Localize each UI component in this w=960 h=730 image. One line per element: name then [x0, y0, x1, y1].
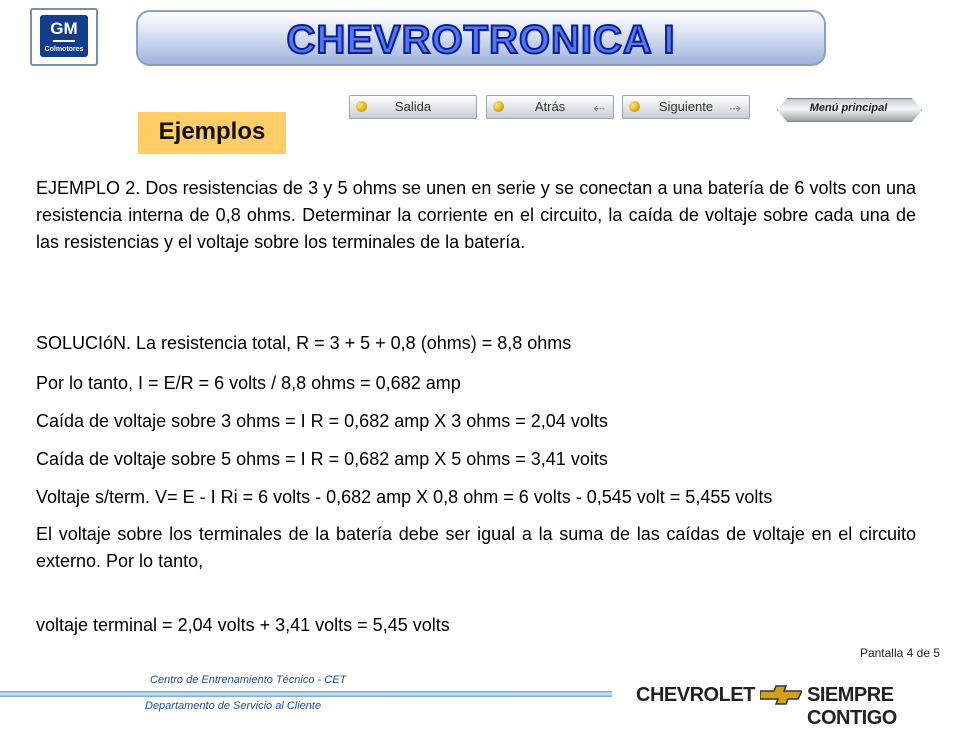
footer-divider — [0, 691, 612, 697]
footer-department: Departamento de Servicio al Cliente — [145, 700, 322, 712]
brand-left: CHEVROLET — [636, 684, 755, 706]
solution-terminal-voltage: Voltaje s/term. V= E - I Ri = 6 volts - 0,682 amp X 0,8 ohm = 6 volts - 0,545 volt = 5,455 volts — [36, 487, 773, 507]
solution-total-resistance: SOLUCIóN. La resistencia total, R = 3 + 5 + 0,8 (ohms) = 8,8 ohms — [36, 333, 572, 353]
chevrolet-logo — [636, 680, 948, 729]
solution-explanation: El voltaje sobre los terminales de la batería debe ser igual a la suma de las caídas de voltaje en el circuito externo. Por lo tanto, — [36, 524, 916, 571]
brand-right: SIEMPRE CONTIGO — [807, 684, 897, 729]
footer-cet: Centro de Entrenamiento Técnico - CET — [150, 674, 347, 686]
gm-logo-subtitle: Colmotores — [44, 46, 84, 53]
bowtie-icon — [760, 685, 802, 705]
menu-principal-button[interactable] — [777, 94, 920, 127]
solution-drop-5-ohms: Caída de voltaje sobre 5 ohms = I R = 0,682 amp X 5 ohms = 3,41 voits — [36, 449, 608, 469]
gm-logo — [30, 8, 98, 66]
section-title: Ejemplos — [138, 112, 286, 154]
screen-counter: Pantalla 4 de 5 — [859, 646, 940, 660]
salida-button[interactable] — [349, 95, 477, 119]
atras-label: Atrás — [534, 99, 566, 114]
solution-current: Por lo tanto, I = E/R = 6 volts / 8,8 ohms = 0,682 amp — [36, 373, 461, 393]
menu-principal-label: Menú principal — [809, 102, 888, 114]
page-title: CHEVROTRONICA I — [286, 18, 676, 62]
siguiente-button[interactable] — [622, 95, 750, 119]
solution-drop-3-ohms: Caída de voltaje sobre 3 ohms = I R = 0,682 amp X 3 ohms = 2,04 volts — [36, 411, 608, 431]
salida-label: Salida — [394, 99, 432, 114]
gm-logo-badge — [40, 15, 88, 57]
example-statement: EJEMPLO 2. Dos resistencias de 3 y 5 ohms se unen en serie y se conectan a una batería de 6 volts con una resistencia interna de 0,8 ohms. Determinar la corriente en el circuito, la caída de voltaje sobre cada una de las resistencias y el voltaje sobre los terminales de la batería. — [36, 178, 916, 252]
title-banner — [136, 10, 826, 66]
siguiente-label: Siguiente — [658, 99, 714, 114]
gm-logo-letters: GM — [50, 19, 78, 38]
arrow-right-icon: ⇢ — [729, 100, 741, 116]
arrow-left-icon: ⇠ — [593, 100, 605, 116]
gm-logo-underline — [53, 40, 75, 42]
solution-final: voltaje terminal = 2,04 volts + 3,41 volts = 5,45 volts — [36, 615, 450, 635]
atras-button[interactable] — [486, 95, 614, 119]
